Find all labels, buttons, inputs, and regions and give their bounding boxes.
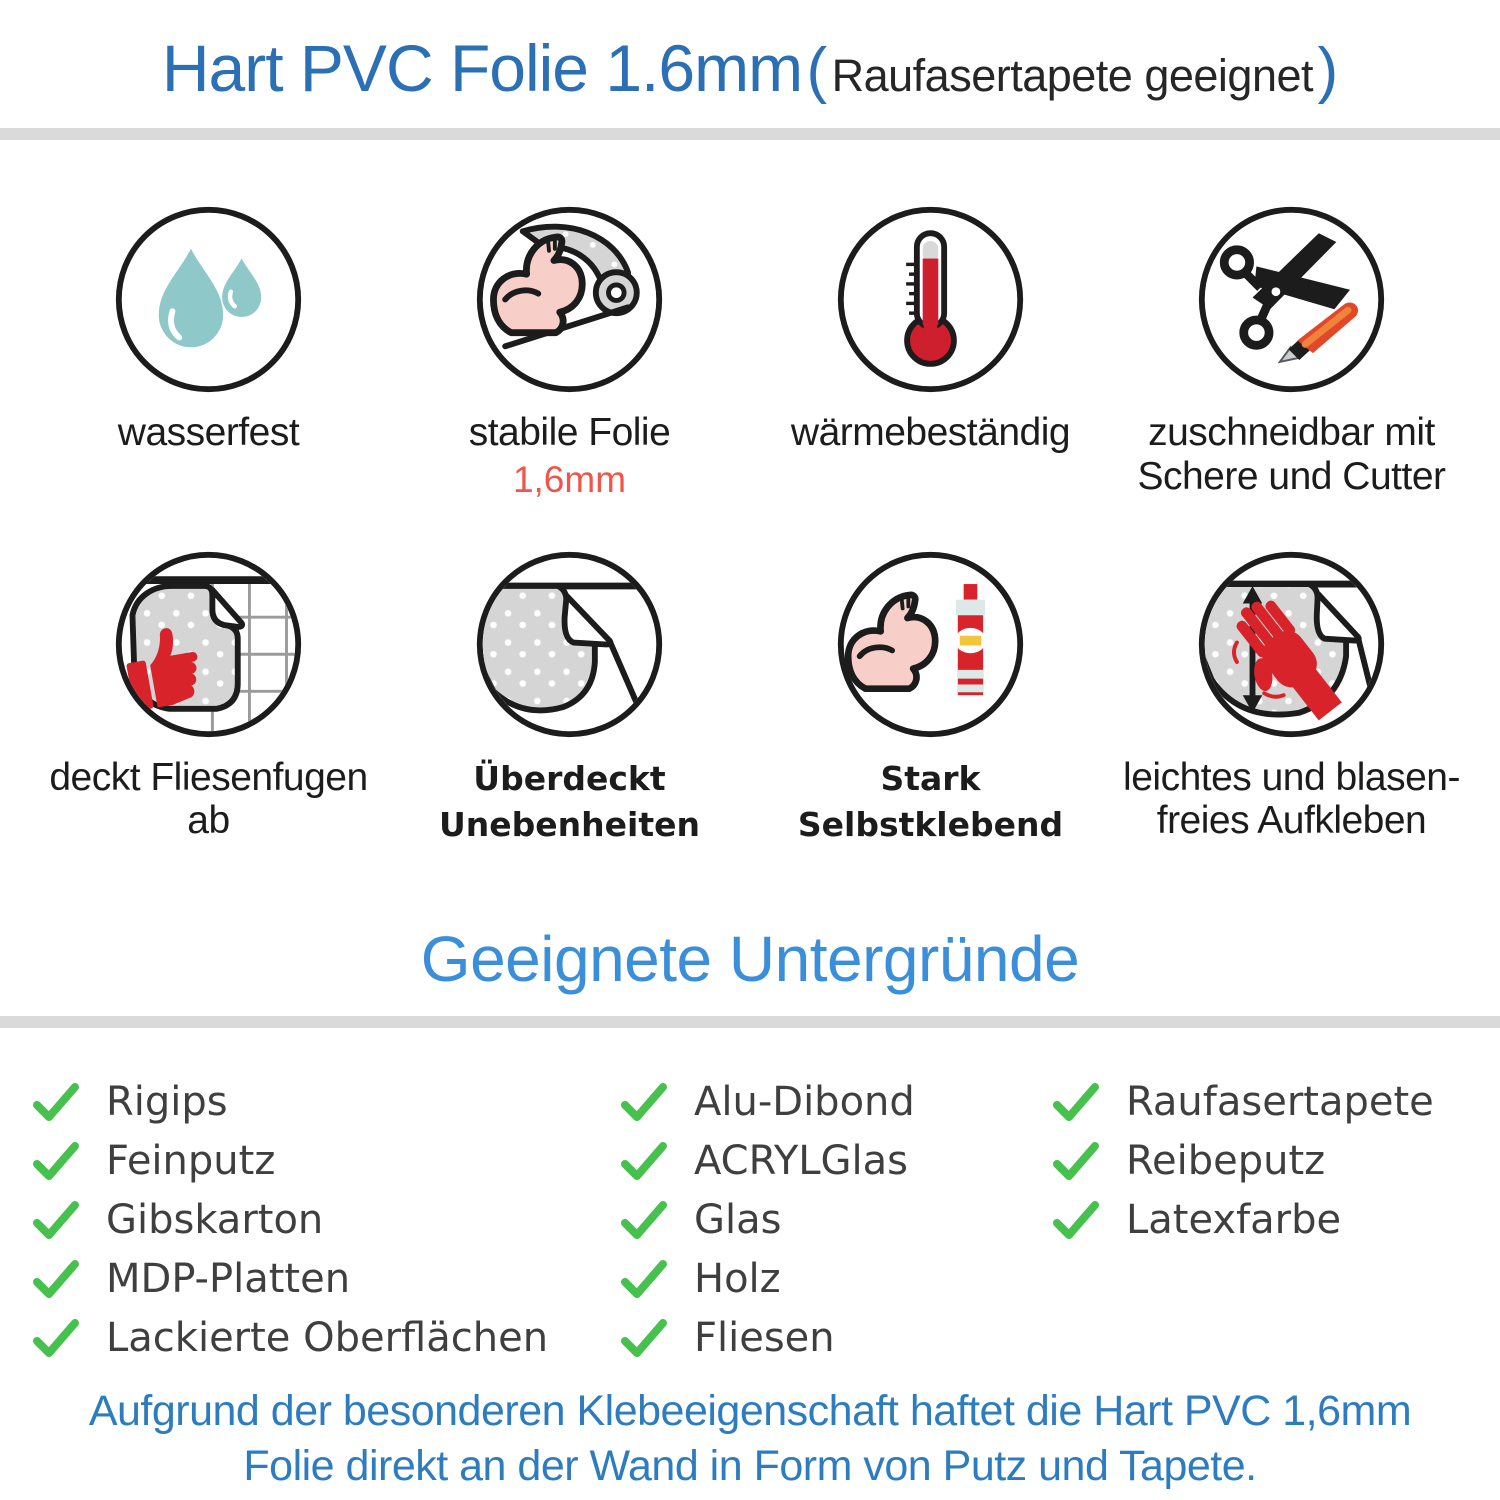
check-icon — [620, 1255, 668, 1303]
list-item: Feinputz — [32, 1137, 620, 1185]
list-item: Gibskarton — [32, 1196, 620, 1244]
feature-wasserfest — [28, 202, 389, 501]
feature-label: stabile Folie — [468, 411, 671, 454]
title-paren-open: ( — [806, 36, 828, 105]
substrates-column-1 — [32, 1078, 620, 1362]
substrates-heading: Geeignete Untergründe — [420, 923, 1080, 996]
check-icon — [32, 1078, 80, 1126]
title-main: Hart PVC Folie 1.6mm — [161, 31, 803, 105]
feature-fliesenfugen — [28, 547, 389, 848]
check-icon — [1052, 1078, 1100, 1126]
list-item: Reibeputz — [1052, 1137, 1468, 1185]
tile-grout-thumb-up-icon — [111, 547, 306, 742]
feature-label: Stark Selbstklebend — [797, 758, 1064, 844]
feature-label: wärmebeständig — [790, 411, 1071, 454]
features-grid — [0, 202, 1500, 848]
list-item: MDP-Platten — [32, 1255, 620, 1303]
list-item: Alu-Dibond — [620, 1078, 1052, 1126]
hand-smoothing-foil-icon — [1194, 547, 1389, 742]
check-icon — [32, 1314, 80, 1362]
divider-top — [0, 128, 1500, 140]
thickness-label: 1,6mm — [512, 458, 627, 500]
check-icon — [620, 1196, 668, 1244]
feature-label: leichtes und blasen- freies Aufkleben — [1123, 755, 1460, 843]
substrates-column-2 — [620, 1078, 1052, 1362]
feature-label: zuschneidbar mit Schere und Cutter — [1137, 411, 1446, 498]
thermometer-icon — [833, 202, 1028, 397]
check-icon — [32, 1255, 80, 1303]
list-item: Latexfarbe — [1052, 1196, 1468, 1244]
check-icon — [1052, 1196, 1100, 1244]
check-icon — [32, 1196, 80, 1244]
list-item: Raufasertapete — [1052, 1078, 1468, 1126]
muscle-foil-roll-icon — [472, 202, 667, 397]
check-icon — [620, 1078, 668, 1126]
feature-selbstklebend — [750, 547, 1111, 848]
feature-label: deckt Fliesenfugen ab — [49, 755, 368, 843]
page-title — [0, 0, 1500, 106]
foil-covering-icon — [472, 547, 667, 742]
muscle-glue-tube-icon — [833, 547, 1028, 742]
water-drops-icon — [111, 202, 306, 397]
check-icon — [32, 1137, 80, 1185]
feature-unebenheiten — [389, 547, 750, 848]
check-icon — [1052, 1137, 1100, 1185]
scissors-cutter-icon — [1194, 202, 1389, 397]
feature-aufkleben — [1111, 547, 1472, 848]
list-item: Lackierte Oberflächen — [32, 1314, 620, 1362]
title-note: Raufasertapete geeignet — [831, 50, 1313, 101]
list-item: Fliesen — [620, 1314, 1052, 1362]
footer-line-2: Folie direkt an der Wand in Form von Putz und Tapete. — [243, 1442, 1257, 1491]
list-item: ACRYLGlas — [620, 1137, 1052, 1185]
feature-label: wasserfest — [117, 411, 300, 454]
substrates-list — [0, 1078, 1500, 1362]
feature-label: Überdeckt Unebenheiten — [438, 758, 700, 844]
list-item: Rigips — [32, 1078, 620, 1126]
footer-note — [0, 1384, 1500, 1494]
check-icon — [620, 1137, 668, 1185]
substrates-column-3 — [1052, 1078, 1468, 1362]
footer-line-1: Aufgrund der besonderen Klebeeigenschaft haftet die Hart PVC 1,6mm — [88, 1387, 1412, 1436]
title-paren-close: ) — [1317, 36, 1339, 105]
check-icon — [620, 1314, 668, 1362]
feature-zuschneidbar — [1111, 202, 1472, 501]
feature-waermebestaendig — [750, 202, 1111, 501]
list-item: Holz — [620, 1255, 1052, 1303]
divider-middle — [0, 1016, 1500, 1028]
list-item: Glas — [620, 1196, 1052, 1244]
feature-stabile-folie — [389, 202, 750, 501]
